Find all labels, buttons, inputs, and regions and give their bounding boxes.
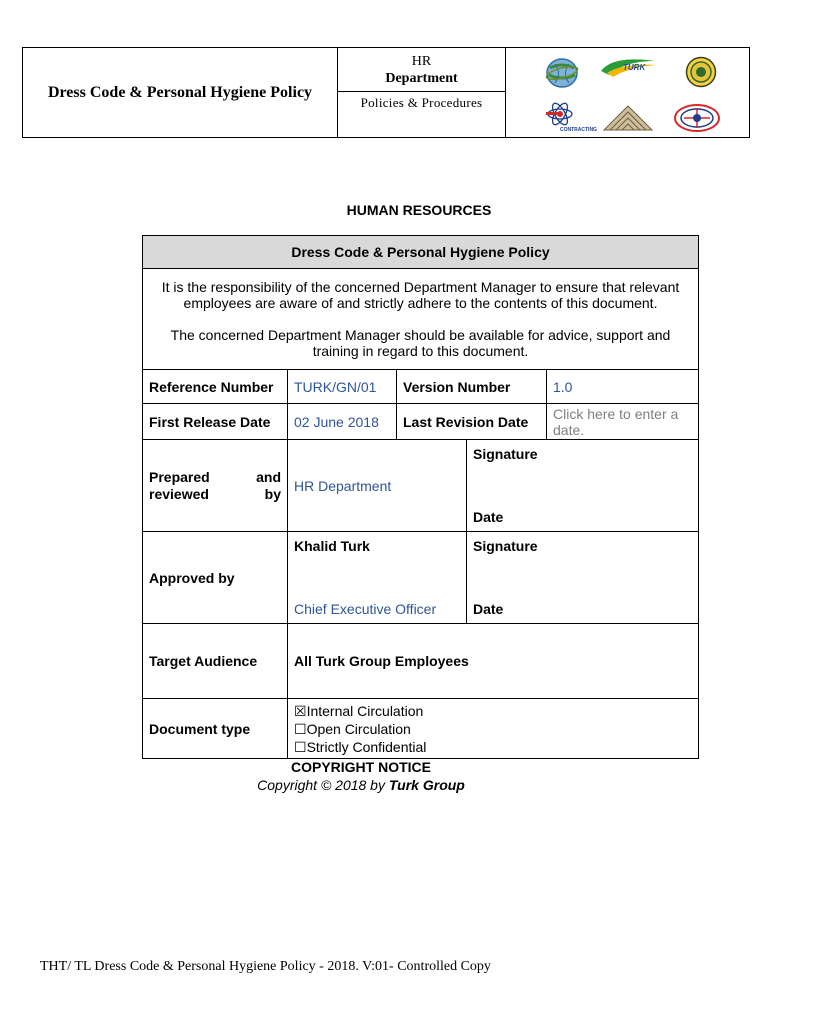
reference-label: Reference Number — [143, 370, 288, 404]
checked-box-icon[interactable]: ☒ — [294, 702, 307, 719]
department-line2: Department — [385, 70, 458, 86]
approver-name: Khalid Turk — [294, 538, 370, 554]
option-label: Open Circulation — [306, 720, 411, 737]
signature-label: Signature — [473, 538, 538, 554]
copyright-line — [0, 777, 722, 793]
document-header — [22, 47, 750, 138]
svg-text:TURK: TURK — [623, 63, 646, 72]
reference-row — [143, 370, 699, 404]
svg-text:CONTRACTING: CONTRACTING — [560, 127, 597, 133]
page-footer: THT/ TL Dress Code & Personal Hygiene Policy - 2018. V:01- Controlled Copy — [40, 959, 491, 974]
unchecked-box-icon[interactable]: ☐ — [294, 738, 307, 755]
prepared-row — [143, 440, 699, 532]
table-heading-row — [143, 236, 699, 269]
prepared-label: Prepared and reviewed by — [143, 440, 288, 532]
mountain-logo — [602, 104, 654, 132]
approved-row — [143, 532, 699, 624]
turk-logo — [599, 57, 661, 81]
intro-cell — [143, 269, 699, 370]
intro-row — [143, 269, 699, 370]
doctype-option-internal[interactable] — [294, 702, 692, 720]
release-label: First Release Date — [143, 404, 288, 440]
doctype-option-open[interactable] — [294, 720, 692, 738]
intro-paragraph-2: The concerned Department Manager should be available for advice, support and training in regard to this document. — [170, 326, 671, 359]
date-label: Date — [473, 601, 504, 617]
table-heading: Dress Code & Personal Hygiene Policy — [143, 236, 699, 269]
prepared-value: HR Department — [288, 440, 467, 532]
audience-row — [143, 624, 699, 699]
atom-logo — [544, 100, 597, 134]
version-label: Version Number — [397, 370, 547, 404]
approved-label: Approved by — [143, 532, 288, 624]
document-title: Dress Code & Personal Hygiene Policy — [23, 48, 338, 137]
reference-value: TURK/GN/01 — [288, 370, 397, 404]
revision-date-field[interactable]: Click here to enter a date. — [547, 404, 699, 440]
emblem-logo — [672, 102, 722, 134]
version-value: 1.0 — [547, 370, 699, 404]
copyright-title: COPYRIGHT NOTICE — [290, 759, 431, 775]
policy-info-table — [142, 235, 699, 759]
signature-label: Signature — [473, 446, 538, 462]
seal-logo — [685, 56, 717, 88]
doctype-row — [143, 699, 699, 759]
approver-title: Chief Executive Officer — [294, 601, 437, 617]
prepared-signature-cell — [467, 440, 699, 532]
policies-procedures-label: Policies & Procedures — [360, 95, 483, 110]
revision-label: Last Revision Date — [397, 404, 547, 440]
release-value: 02 June 2018 — [288, 404, 397, 440]
doctype-options — [288, 699, 699, 759]
globe-logo — [544, 56, 580, 90]
release-row — [143, 404, 699, 440]
copyright-prefix: Copyright © 2018 by — [257, 777, 389, 793]
copyright-owner: Turk Group — [388, 777, 465, 793]
department-name — [338, 48, 505, 92]
section-title: HUMAN RESOURCES — [346, 202, 492, 218]
option-label: Internal Circulation — [306, 702, 424, 719]
department-block — [338, 48, 506, 137]
approved-signature-cell — [467, 532, 699, 624]
department-line1: HR — [411, 53, 432, 69]
option-label: Strictly Confidential — [306, 738, 427, 755]
audience-label: Target Audience — [143, 624, 288, 699]
doctype-option-confidential[interactable] — [294, 738, 692, 756]
doctype-label: Document type — [143, 699, 288, 759]
date-label: Date — [473, 509, 504, 525]
intro-paragraph-1: It is the responsibility of the concerned Department Manager to ensure that relevant employees are aware of and strictly adhere to the contents of this document. — [161, 278, 680, 311]
approver-cell — [288, 532, 467, 624]
company-logos — [506, 48, 749, 137]
audience-value: All Turk Group Employees — [288, 624, 699, 699]
unchecked-box-icon[interactable]: ☐ — [294, 720, 307, 737]
